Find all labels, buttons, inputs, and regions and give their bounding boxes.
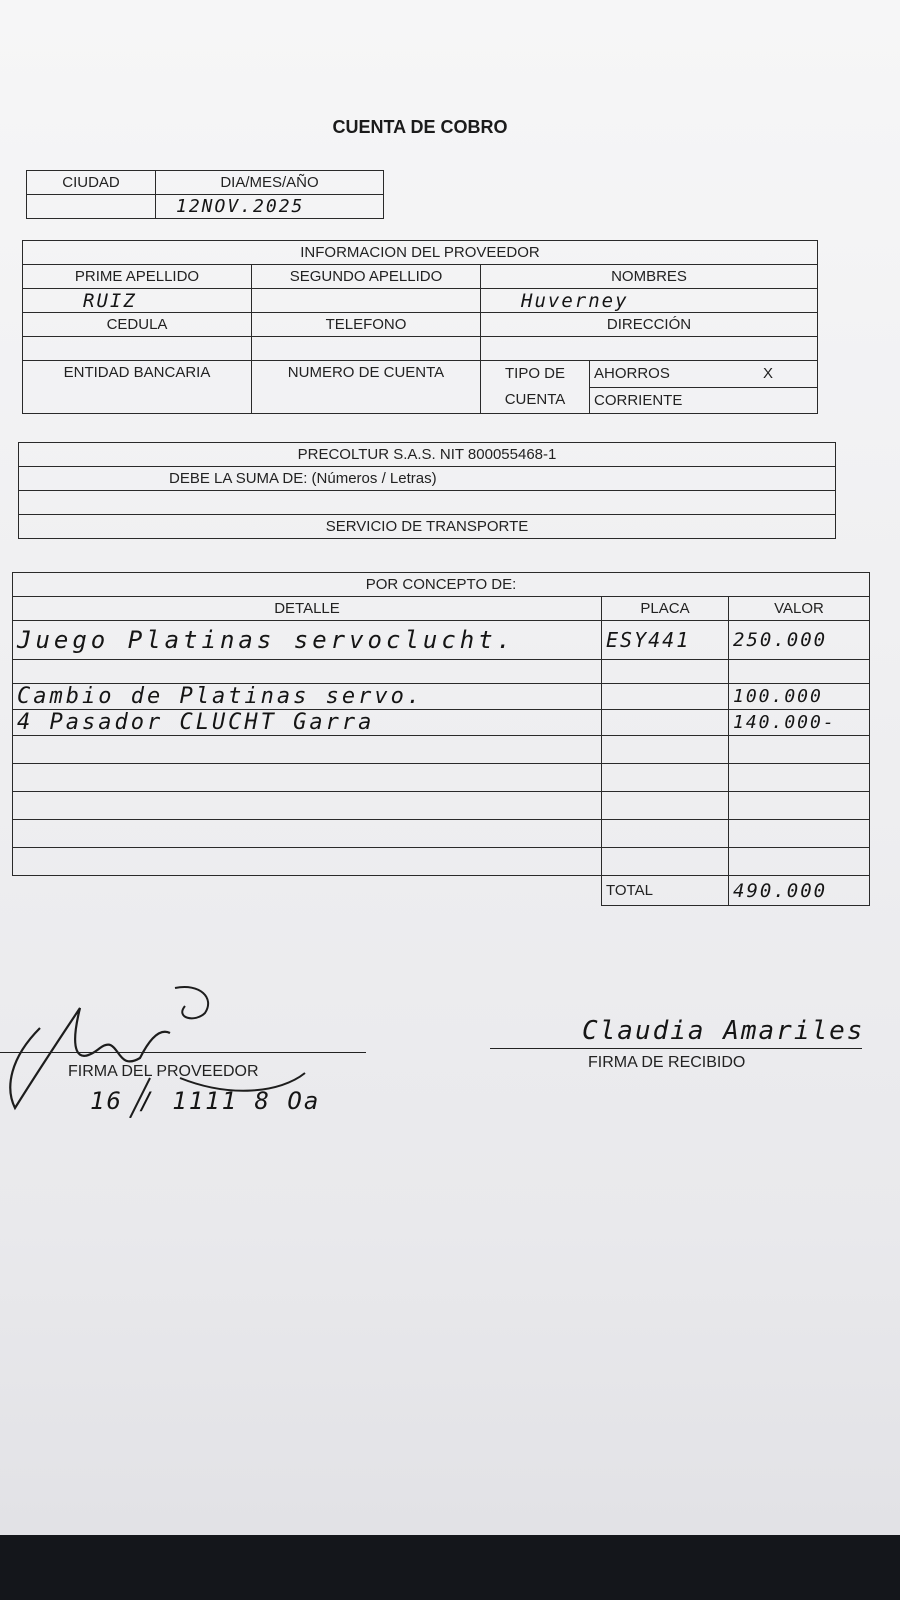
- entidad-bancaria-label: ENTIDAD BANCARIA: [23, 361, 252, 414]
- nombres-value: Huverney: [481, 289, 818, 313]
- segundo-apellido-value: [252, 289, 481, 313]
- ahorros-label: AHORROS: [594, 365, 670, 383]
- recibido-signature-label: FIRMA DE RECIBIDO: [588, 1054, 746, 1071]
- telefono-value: [252, 337, 481, 361]
- proveedor-signature-note: 16 / 1111 8 Oa: [90, 1087, 321, 1115]
- table-row-detalle: Cambio de Platinas servo.: [13, 684, 602, 710]
- col-valor-header: VALOR: [729, 597, 870, 621]
- cedula-label: CEDULA: [23, 313, 252, 337]
- col-detalle-header: DETALLE: [13, 597, 602, 621]
- provider-table: [22, 240, 818, 414]
- tipo-cuenta-label-line2: CUENTA: [504, 391, 566, 408]
- total-value: 490.000: [729, 876, 870, 906]
- table-row-valor: 250.000: [729, 621, 870, 660]
- recibido-signature-line: [490, 1048, 862, 1049]
- table-row-placa: ESY441: [602, 621, 729, 660]
- col-placa-header: PLACA: [602, 597, 729, 621]
- concept-table: [12, 572, 870, 906]
- empty-row: [13, 764, 602, 792]
- tipo-cuenta-label-line1: TIPO DE: [504, 365, 565, 382]
- tipo-cuenta-label: [481, 361, 590, 414]
- empty-row: [13, 820, 602, 848]
- table-row-detalle: 4 Pasador CLUCHT Garra: [13, 710, 602, 736]
- numero-cuenta-label: NUMERO DE CUENTA: [252, 361, 481, 414]
- total-label: TOTAL: [602, 876, 729, 906]
- fecha-value: 12NOV.2025: [156, 195, 384, 219]
- ciudad-label: CIUDAD: [27, 171, 156, 195]
- primer-apellido-value: RUIZ: [23, 289, 252, 313]
- cedula-value: [23, 337, 252, 361]
- concept-section-title: POR CONCEPTO DE:: [13, 573, 870, 597]
- table-row-placa: [602, 660, 729, 684]
- empty-row: [13, 848, 602, 876]
- corriente-label: CORRIENTE: [590, 387, 818, 414]
- empty-row: [13, 736, 602, 764]
- nombres-label: NOMBRES: [481, 265, 818, 289]
- company-line: PRECOLTUR S.A.S. NIT 800055468-1: [19, 443, 836, 467]
- table-row-placa: [602, 710, 729, 736]
- segundo-apellido-label: SEGUNDO APELLIDO: [252, 265, 481, 289]
- table-row-valor: 100.000: [729, 684, 870, 710]
- ciudad-value: [27, 195, 156, 219]
- ahorros-option: [590, 361, 818, 388]
- fecha-label: DIA/MES/AÑO: [156, 171, 384, 195]
- empty-row: [13, 792, 602, 820]
- telefono-label: TELEFONO: [252, 313, 481, 337]
- provider-section-title: INFORMACION DEL PROVEEDOR: [23, 241, 818, 265]
- debe-suma-label: DEBE LA SUMA DE: (Números / Letras): [19, 467, 836, 491]
- ahorros-check-mark: X: [762, 365, 773, 383]
- table-row-detalle: [13, 660, 602, 684]
- debe-suma-value: [19, 491, 836, 515]
- direccion-label: DIRECCIÓN: [481, 313, 818, 337]
- proveedor-signature-label: FIRMA DEL PROVEEDOR: [68, 1063, 259, 1080]
- table-row-placa: [602, 684, 729, 710]
- table-row-valor: 140.000-: [729, 710, 870, 736]
- debtor-table: [18, 442, 836, 539]
- servicio-line: SERVICIO DE TRANSPORTE: [19, 515, 836, 539]
- header-table: [26, 170, 384, 219]
- background-edge: [0, 1535, 900, 1600]
- direccion-value: [481, 337, 818, 361]
- document-title: CUENTA DE COBRO: [332, 117, 508, 137]
- table-row-valor: [729, 660, 870, 684]
- proveedor-signature-line: [0, 1052, 366, 1053]
- primer-apellido-label: PRIME APELLIDO: [23, 265, 252, 289]
- table-row-detalle: Juego Platinas servoclucht.: [13, 621, 602, 660]
- recibido-signature: Claudia Amariles: [582, 1016, 865, 1046]
